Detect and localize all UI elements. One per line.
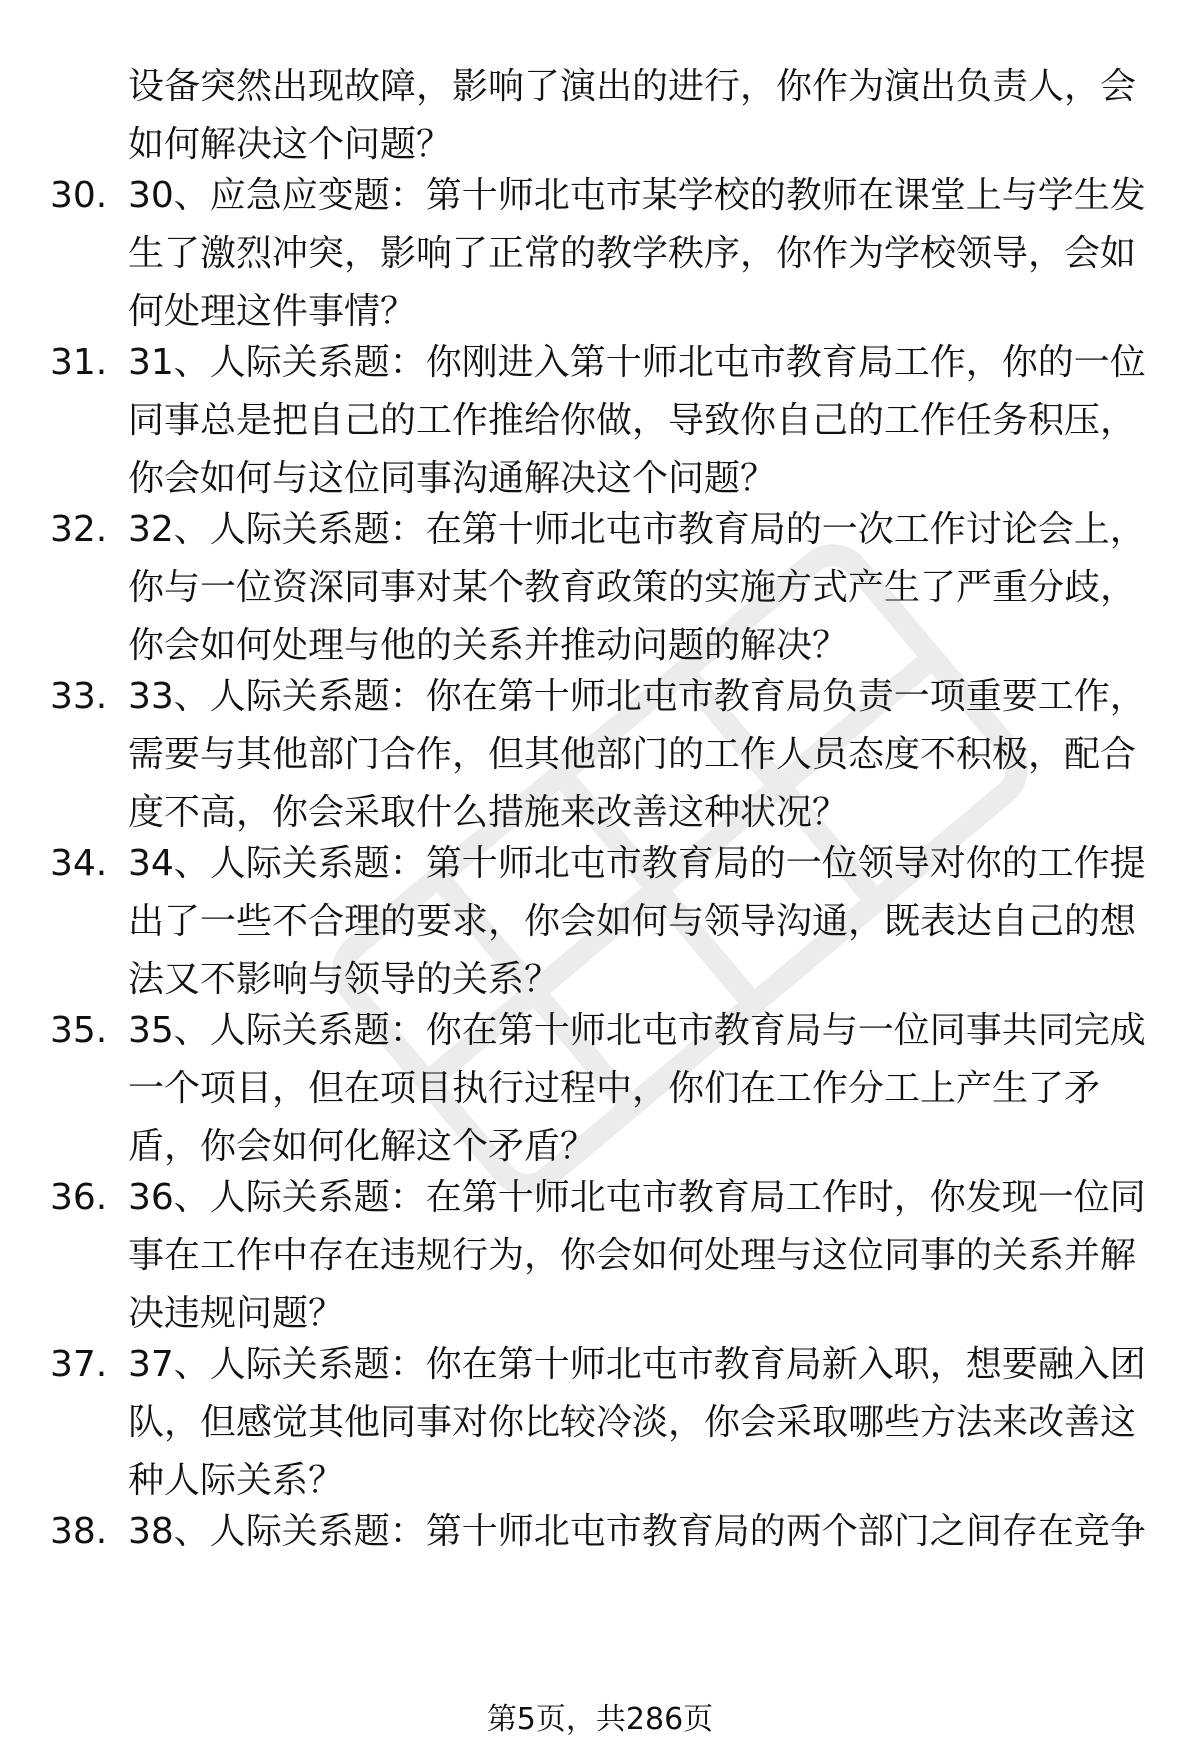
question-item-32 (50, 501, 1150, 675)
question-number: 32. (50, 509, 108, 550)
question-item-31 (50, 334, 1150, 508)
question-number: 38. (50, 1511, 108, 1552)
question-item-35 (50, 1002, 1150, 1176)
question-item-30 (50, 167, 1150, 341)
question-item-38 (50, 1503, 1150, 1561)
question-number: 33. (50, 676, 108, 717)
question-number: 34. (50, 843, 108, 884)
question-text: 32、人际关系题：在第十师北屯市教育局的一次工作讨论会上，你与一位资深同事对某个教育政策的实施方式产生了严重分歧，你会如何处理与他的关系并推动问题的解决？ (128, 509, 1146, 666)
question-number: 36. (50, 1177, 108, 1218)
question-number: 35. (50, 1010, 108, 1051)
question-text: 34、人际关系题：第十师北屯市教育局的一位领导对你的工作提出了一些不合理的要求，你会如何与领导沟通，既表达自己的想法又不影响与领导的关系？ (128, 843, 1146, 1000)
question-text: 36、人际关系题：在第十师北屯市教育局工作时，你发现一位同事在工作中存在违规行为，你会如何处理与这位同事的关系并解决违规问题？ (128, 1177, 1146, 1334)
page-footer: 第5页，共286页 (486, 1702, 714, 1737)
question-text: 31、人际关系题：你刚进入第十师北屯市教育局工作，你的一位同事总是把自己的工作推给你做，导致你自己的工作任务积压，你会如何与这位同事沟通解决这个问题？ (128, 342, 1146, 499)
question-text: 38、人际关系题：第十师北屯市教育局的两个部门之间存在竞争 (128, 1511, 1146, 1552)
question-item-37 (50, 1336, 1150, 1510)
question-text: 37、人际关系题：你在第十师北屯市教育局新入职，想要融入团队，但感觉其他同事对你比较冷淡，你会采取哪些方法来改善这种人际关系？ (128, 1344, 1146, 1501)
question-number: 30. (50, 175, 108, 216)
question-item-34 (50, 835, 1150, 1009)
question-text: 30、应急应变题：第十师北屯市某学校的教师在课堂上与学生发生了激烈冲突，影响了正常的教学秩序，你作为学校领导，会如何处理这件事情？ (128, 175, 1146, 332)
continuation-paragraph: 设备突然出现故障，影响了演出的进行，你作为演出负责人，会如何解决这个问题？ (128, 66, 1137, 165)
question-number: 37. (50, 1344, 108, 1385)
question-item-36 (50, 1169, 1150, 1343)
question-text: 35、人际关系题：你在第十师北屯市教育局与一位同事共同完成一个项目，但在项目执行过程中，你们在工作分工上产生了矛盾，你会如何化解这个矛盾？ (128, 1010, 1146, 1167)
question-number: 31. (50, 342, 108, 383)
question-text: 33、人际关系题：你在第十师北屯市教育局负责一项重要工作，需要与其他部门合作，但其他部门的工作人员态度不积极，配合度不高，你会采取什么措施来改善这种状况？ (128, 676, 1146, 833)
question-item-33 (50, 668, 1150, 842)
